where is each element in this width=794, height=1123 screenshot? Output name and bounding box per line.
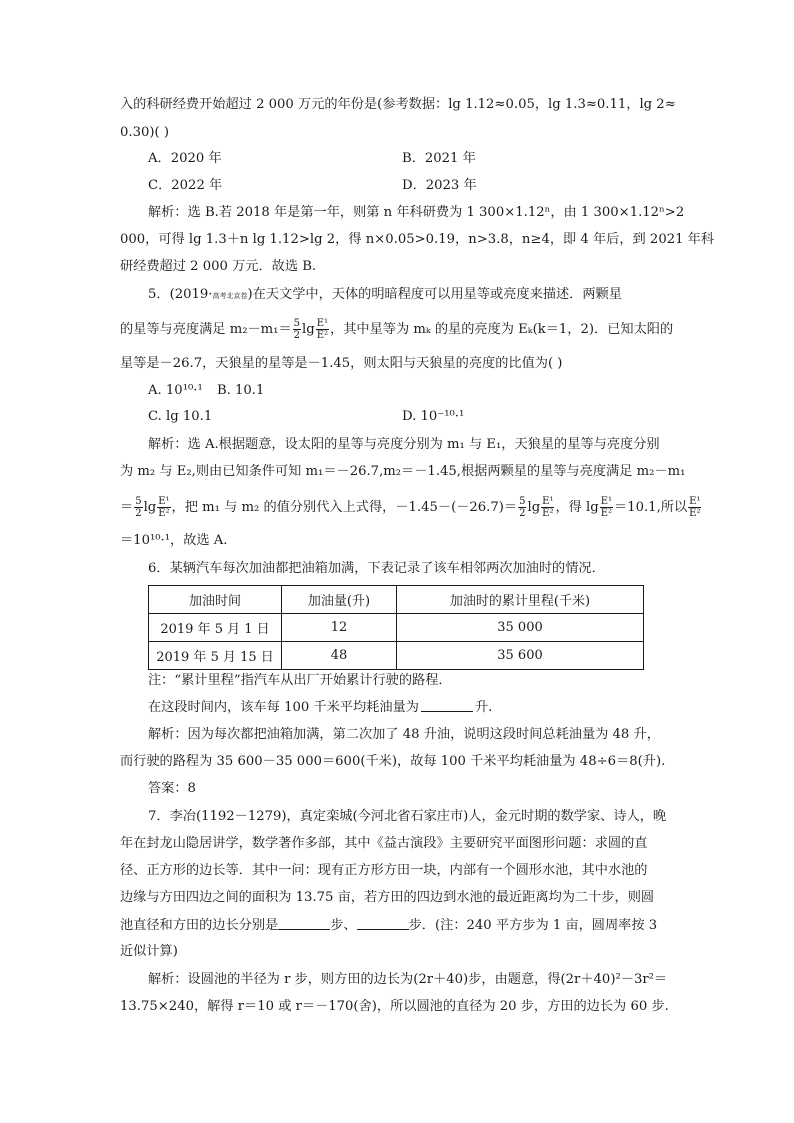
text-span: 步、 [330, 918, 357, 933]
option-d: D. 10⁻¹⁰·¹ [402, 409, 465, 424]
fuel-table [148, 585, 644, 670]
numerator: 5 [293, 318, 301, 329]
table-cell: 48 [282, 642, 397, 670]
option-d: D．2023 年 [402, 178, 477, 193]
table-cell: 12 [282, 614, 397, 642]
numerator: E¹ [689, 496, 701, 507]
table-row [149, 642, 644, 670]
text-span: ，把 m₁ 与 m₂ 的值分别代入上式得，－1.45－(－26.7)＝ [171, 500, 518, 515]
answer-blank[interactable] [421, 698, 473, 712]
source-tag: 高考北京卷 [212, 292, 248, 300]
table-header-cell: 加油量(升) [282, 586, 397, 614]
fraction-e1-e2 [157, 496, 170, 519]
solution-line [120, 496, 702, 519]
text-span: ＝ [120, 500, 134, 515]
option-a: A．2020 年 [148, 151, 222, 166]
numerator: E¹ [600, 496, 613, 507]
denominator: E² [689, 508, 701, 519]
numerator: 5 [519, 496, 526, 507]
solution-line: 解析：设圆池的半径为 r 步，则方田的边长为(2r＋40)步，由题意，得(2r＋40)²－3r²＝ [148, 972, 668, 987]
text-span: ，得 lg [555, 500, 599, 515]
text-span: )在天文学中，天体的明暗程度可以用星等或亮度来描述．两颗星 [247, 287, 622, 302]
fraction-e1-e2 [316, 318, 329, 341]
text-span: ，其中星等为 mₖ 的星的亮度为 Eₖ(k＝1，2)．已知太阳的 [330, 322, 674, 337]
denominator: E² [600, 508, 613, 519]
numerator: E¹ [316, 318, 329, 329]
question-7-line: 近似计算) [120, 944, 178, 959]
question-5-line [148, 286, 622, 305]
solution-line: 研经费超过 2 000 万元．故选 B. [120, 259, 317, 274]
solution-line: 为 m₂ 与 E₂,则由已知条件可知 m₁＝－26.7,m₂＝－1.45,根据两颗星的星等与亮度满足 m₂－m₁ [120, 464, 686, 479]
text-span: 步．(注：240 平方步为 1 亩，圆周率按 3 [408, 918, 658, 933]
text-span: 升. [474, 700, 493, 715]
question-7-line: 年在封龙山隐居讲学，数学著作多部，其中《益古演段》主要研究平面图形问题：求圆的直 [120, 836, 648, 851]
question-6-ask [148, 698, 492, 717]
solution-line: 13.75×240，解得 r＝10 或 r＝－170(舍)，所以圆池的直径为 20 步，方田的边长为 60 步. [120, 999, 669, 1014]
denominator: 2 [293, 330, 301, 341]
option-a-b [148, 382, 264, 400]
table-cell: 35 600 [397, 642, 644, 670]
table-header-cell: 加油时的累计里程(千米) [397, 586, 644, 614]
text-span: lg [527, 500, 541, 515]
text-span: 池直径和方田的边长分别是 [120, 918, 279, 933]
solution-line: ＝10¹⁰·¹，故选 A. [120, 533, 228, 548]
solution-line: 解析：选 A.根据题意，设太阳的星等与亮度分别为 m₁ 与 E₁，天狼星的星等与亮度分别 [148, 437, 660, 452]
denominator: E² [542, 508, 554, 519]
solution-line: 解析：选 B.若 2018 年是第一年，则第 n 年科研费为 1 300×1.12ⁿ，由 1 300×1.12ⁿ>2 [148, 205, 685, 220]
question-7-line: 径、正方形的边长等．其中一问：现有正方形方田一块，内部有一个圆形水池，其中水池的 [120, 863, 648, 878]
text-span: lg [302, 322, 315, 337]
table-header-row [149, 586, 644, 614]
fraction-5-2 [518, 496, 526, 519]
fraction-5-2 [293, 318, 301, 341]
numerator: E¹ [158, 496, 170, 507]
numerator: E¹ [542, 496, 554, 507]
answer-blank[interactable] [357, 916, 409, 930]
fraction-e1-e2 [541, 496, 554, 519]
table-cell: 2019 年 5 月 15 日 [149, 642, 282, 670]
table-cell: 35 000 [397, 614, 644, 642]
option-b: B．2021 年 [402, 151, 476, 166]
fraction-5-2 [134, 496, 142, 519]
option-a: A. 10¹⁰·¹ [148, 383, 203, 398]
option-c: C. lg 10.1 [148, 409, 213, 424]
text-span: 的星等与亮度满足 m₂－m₁＝ [120, 322, 292, 337]
text-span: 在这段时间内，该车每 100 千米平均耗油量为 [148, 700, 419, 715]
option-b: B. 10.1 [216, 383, 265, 398]
text-line: 入的科研经费开始超过 2 000 万元的年份是(参考数据：lg 1.12≈0.05，lg 1.3≈0.11，lg 2≈ [120, 97, 676, 112]
option-c: C．2022 年 [148, 178, 223, 193]
answer-blank[interactable] [278, 916, 330, 930]
question-7-line: 7．李冶(1192－1279)，真定栾城(今河北省石家庄市)人，金元时期的数学家、诗人，晚 [148, 809, 667, 824]
table-header-cell: 加油时间 [149, 586, 282, 614]
text-line: 0.30)( ) [120, 125, 169, 140]
denominator: 2 [135, 508, 142, 519]
numerator: 5 [135, 496, 142, 507]
solution-line: 000，可得 lg 1.3＋n lg 1.12>lg 2，得 n×0.05>0.19，n>3.8，n≥4，即 4 年后，到 2021 年科 [120, 232, 715, 247]
fraction-e1-e2 [688, 496, 701, 519]
denominator: 2 [519, 508, 526, 519]
question-5-line [120, 318, 673, 341]
question-6-line: 6．某辆汽车每次加油都把油箱加满，下表记录了该车相邻两次加油时的情况． [148, 561, 605, 576]
table-note: 注：“累计里程”指汽车从出厂开始累计行驶的路程． [148, 673, 452, 688]
question-7-line: 边缘与方田四边之间的面积为 13.75 亩，若方田的四边到水池的最近距离均为二十步，则圆 [120, 890, 655, 905]
question-5-line: 星等是－26.7，天狼星的星等是－1.45，则太阳与天狼星的亮度的比值为( ) [120, 356, 563, 371]
denominator: E² [316, 330, 329, 341]
solution-line: 解析：因为每次都把油箱加满，第二次加了 48 升油，说明这段时间总耗油量为 48 升， [148, 727, 660, 742]
denominator: E² [158, 508, 170, 519]
fraction-e1-e2 [600, 496, 613, 519]
solution-line: 而行驶的路程为 35 600－35 000＝600(千米)，故每 100 千米平均耗油量为 48÷6＝8(升). [120, 754, 666, 769]
text-span: ＝10.1,所以 [614, 500, 688, 515]
question-7-line [120, 916, 657, 935]
table-cell: 2019 年 5 月 1 日 [149, 614, 282, 642]
text-span: lg [143, 500, 157, 515]
table-row [149, 614, 644, 642]
text-span: 5．(2019· [148, 287, 213, 302]
answer-line: 答案：8 [148, 781, 196, 796]
